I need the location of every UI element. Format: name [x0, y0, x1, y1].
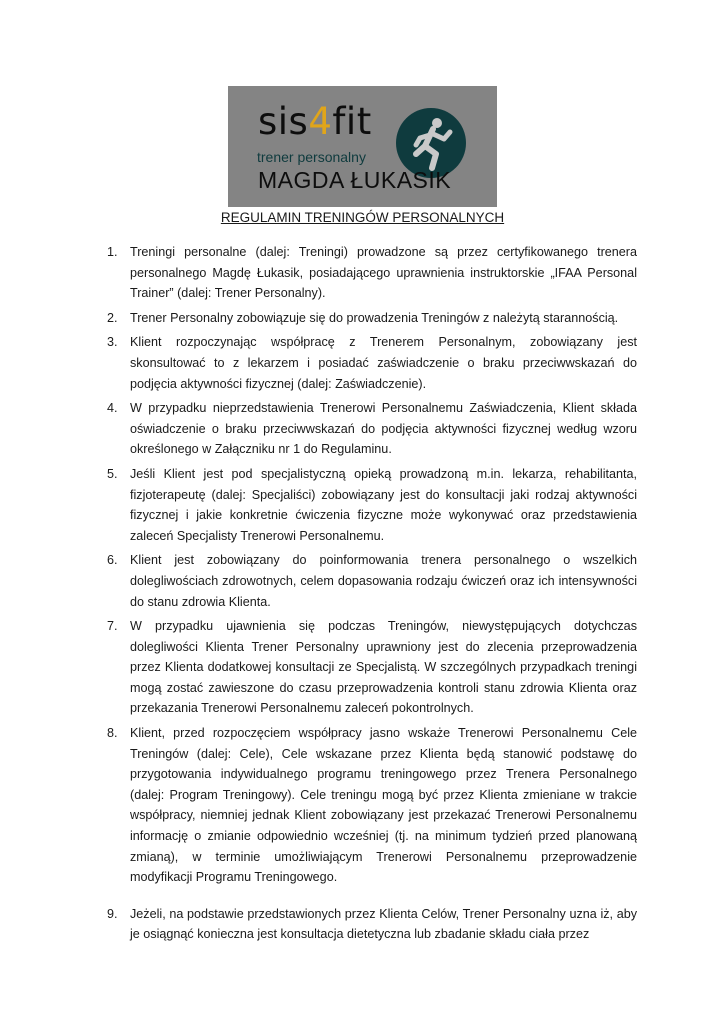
rule-number: 1. [107, 245, 118, 259]
rule-number: 8. [107, 726, 118, 741]
rule-text: W przypadku ujawnienia się podczas Treningów, niewystępujących dotychczas dolegliwości Klienta Trener Personalny uprawniony jest do zlecenia przeprowadzenia przez Klienta dodatkowej konsultacji ze Specjalistą. W szczególnych przypadkach treningi mogą zostać zawieszone do czasu przeprowadzenia kontroli stanu zdrowia Klienta oraz przekazania Trenerowi Personalnemu zaleceń pokontrolnych. [130, 619, 637, 716]
logo-subtitle: trener personalny [257, 149, 366, 165]
rules-list [107, 242, 637, 949]
rule-number: 6. [107, 553, 118, 568]
rule-number: 3. [107, 335, 118, 350]
rule-item-3 [107, 332, 637, 394]
rule-number: 9. [107, 906, 118, 921]
rule-item-5 [107, 464, 637, 546]
rule-number: 4. [107, 401, 118, 416]
logo-wordmark: sis4fit [258, 100, 372, 143]
rule-text: Klient rozpoczynając współpracę z Trenerem Personalnym, zobowiązany jest skonsultować to z lekarzem i posiadać zaświadczenie o braku przeciwwskazań do podjęcia aktywności fizycznej (dalej: Zaświadczenie). [130, 335, 637, 391]
rule-text: Klient jest zobowiązany do poinformowania trenera personalnego o wszelkich dolegliwościach zdrowotnych, celem dopasowania rodzaju ćwiczeń oraz ich intensywności do stanu zdrowia Klienta. [130, 553, 637, 609]
rule-number: 2. [107, 310, 118, 325]
rule-number: 5. [107, 466, 118, 481]
rule-item-1 [107, 242, 637, 304]
rule-text: Jeżeli, na podstawie przedstawionych przez Klienta Celów, Trener Personalny uzna iż, aby je osiągnąć konieczna jest konsultacja dietetyczna lub zbadanie składu ciała przez [130, 906, 637, 942]
rule-item-9 [107, 904, 637, 945]
rule-text: Jeśli Klient jest pod specjalistyczną opieką prowadzoną m.in. lekarza, rehabilitanta, fizjoterapeutę (dalej: Specjaliści) zobowiązany jest do konsultacji jaki rodzaj aktywności fizycznej i jakie konkretnie ćwiczenia fizyczne może wykonywać oraz przedstawienia zaleceń Specjalisty Trenerowi Personalnemu. [130, 466, 637, 543]
brand-logo [228, 86, 497, 207]
logo-name: MAGDA ŁUKASIK [258, 167, 452, 193]
rule-item-7 [107, 616, 637, 719]
rule-number: 7. [107, 619, 118, 634]
rule-item-2 [107, 308, 637, 329]
rule-item-8 [107, 723, 637, 888]
document-title: REGULAMIN TRENINGÓW PERSONALNYCH [220, 210, 505, 225]
rule-text: Trener Personalny zobowiązuje się do prowadzenia Treningów z należytą starannością. [130, 310, 619, 325]
rule-text: Klient, przed rozpoczęciem współpracy jasno wskaże Trenerowi Personalnemu Cele Treningów (dalej: Cele), Cele wskazane przez Klienta będą stanowić podstawę do przygotowania indywidualnego programu treningowego przez Trenera Personalnego (dalej: Program Treningowy). Cele treningu mogą być przez Klienta zmieniane w trakcie współpracy, niemniej jednak Klient zobowiązany jest przekazać Trenerowi Personalnemu informację o zmianie odpowiednio wcześniej (tj. na minimum tydzień przed planowaną zmianą), w terminie umożliwiającym Trenerowi Personalnemu przeprowadzenie modyfikacji Programu Treningowego. [130, 726, 637, 885]
rule-item-4 [107, 398, 637, 460]
rule-item-6 [107, 550, 637, 612]
rule-text: W przypadku nieprzedstawienia Trenerowi Personalnemu Zaświadczenia, Klient składa oświadczenie o braku przeciwwskazań do podjęcia aktywności fizycznej według wzoru określonego w Załączniku nr 1 do Regulaminu. [130, 401, 637, 457]
rule-text: Treningi personalne (dalej: Treningi) prowadzone są przez certyfikowanego trenera personalnego Magdę Łukasik, posiadającego uprawnienia instruktorskie „IFAA Personal Trainer” (dalej: Trener Personalny). [130, 245, 637, 301]
